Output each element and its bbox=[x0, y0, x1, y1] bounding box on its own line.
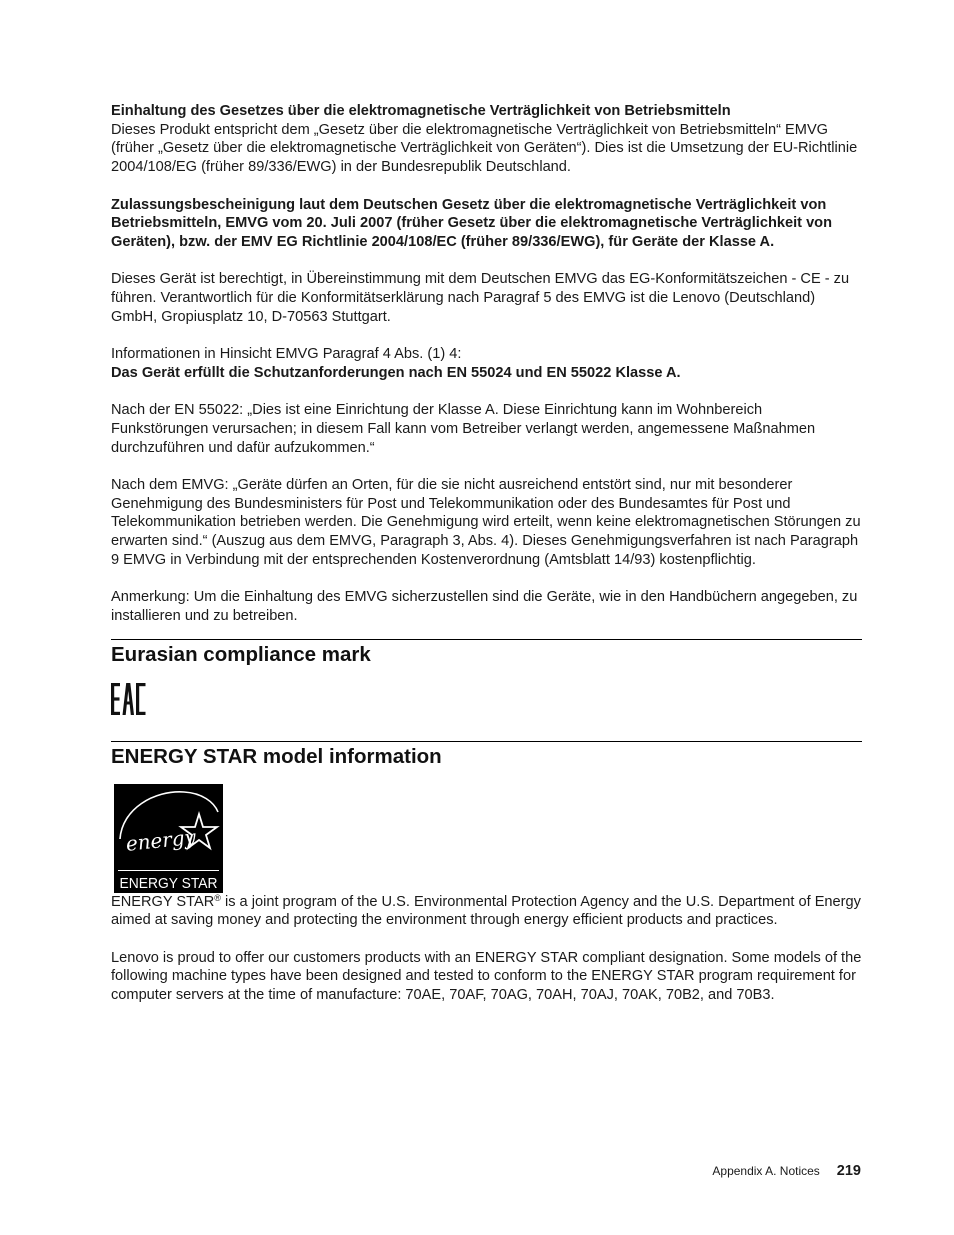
emvg-paragraph-5: Anmerkung: Um die Einhaltung des EMVG sicherzustellen sind die Geräte, wie in den Handbüchern angegeben, zu installieren und zu betreiben. bbox=[111, 589, 858, 624]
section-divider bbox=[111, 741, 862, 742]
energy-star-heading: ENERGY STAR model information bbox=[111, 744, 442, 768]
emvg-info-block bbox=[111, 345, 862, 382]
emvg-paragraph-2: Dieses Gerät ist berechtigt, in Übereinstimmung mit dem Deutschen EMVG das EG-Konformitätszeichen - CE - zu führen. Verantwortlich für die Konformitätserklärung nach Paragraf 5 des EMVG ist die Lenovo (Deutschland) GmbH, Gropiusplatz 10, D-70563 Stuttgart. bbox=[111, 271, 850, 325]
footer-section-label: Appendix A. Notices bbox=[712, 1164, 820, 1178]
energy-star-paragraph-1-text: is a joint program of the U.S. Environmental Protection Agency and the U.S. Department of Energy aimed at saving money and protecting the environment through energy efficient products and practices. bbox=[111, 893, 865, 929]
emvg-paragraph-1: Dieses Produkt entspricht dem „Gesetz über die elektromagnetische Verträglichkeit von Betriebsmitteln“ EMVG (früher „Gesetz über die elektromagnetische Verträglichkeit von Geräten“). Dies ist die Umsetzung der EU-Richtlinie 2004/108/EG (früher 89/336/EWG) in der Bundesrepublik Deutschland. bbox=[111, 121, 858, 176]
section-divider bbox=[111, 639, 862, 640]
energy-star-paragraph-1 bbox=[111, 892, 865, 930]
emvg-info-bold: Das Gerät erfüllt die Schutzanforderungen nach EN 55024 und EN 55022 Klasse A. bbox=[111, 364, 681, 381]
emvg-paragraph-3: Nach der EN 55022: „Dies ist eine Einrichtung der Klasse A. Diese Einrichtung kann im Wohnbereich Funkstörungen verursachen; in diesem Fall kann vom Betreiber verlangt werden, angemessene Maßnahmen durchzuführen und dafür aufzukommen.“ bbox=[111, 402, 816, 456]
page-number: 219 bbox=[836, 1163, 861, 1179]
energy-star-script: energy bbox=[124, 824, 197, 856]
emvg-certification-heading: Zulassungsbescheinigung laut dem Deutschen Gesetz über die elektromagnetische Verträglichkeit von Betriebsmitteln, EMVG vom 20. Juli 2007 (früher Gesetz über die elektromagnetische Verträglichkeit von Geräten), bzw. der EMV EG Richtlinie 2004/108/EC (früher 89/336/EWG), für Geräte der Klasse A. bbox=[111, 196, 833, 250]
page-footer bbox=[712, 1163, 861, 1179]
emvg-info-line: Informationen in Hinsicht EMVG Paragraf 4 Abs. (1) 4: bbox=[111, 346, 462, 363]
energy-star-label: ENERGY STAR bbox=[119, 874, 218, 892]
eurasian-heading: Eurasian compliance mark bbox=[111, 642, 371, 666]
emvg-section bbox=[111, 102, 862, 177]
energy-star-logo bbox=[114, 784, 223, 893]
energy-star-paragraph-2: Lenovo is proud to offer our customers products with an ENERGY STAR compliant designation. Some models of the following machine types have been designed and tested to conform to the ENERGY STAR program requirement for computer servers at the time of manufacture: 70AE, 70AF, 70AG, 70AH, 70AJ, 70AK, 70B2, and 70B3. bbox=[111, 949, 862, 1004]
registered-mark: ® bbox=[214, 892, 221, 903]
eac-mark-icon bbox=[111, 683, 862, 715]
page-content bbox=[111, 102, 865, 1023]
energy-star-name: ENERGY STAR bbox=[111, 893, 215, 910]
emvg-paragraph-4: Nach dem EMVG: „Geräte dürfen an Orten, für die sie nicht ausreichend entstört sind, nur mit besonderer Genehmigung des Bundesministers für Post und Telekommunikation oder des Bundesamtes für Post und Telekommunikation betrieben werden. Die Genehmigung wird erteilt, wenn keine elektromagnetischen Störungen zu erwarten sind.“ (Auszug aus dem EMVG, Paragraph 3, Abs. 4). Dieses Genehmigungsverfahren ist nach Paragraph 9 EMVG in Verbindung mit der entsprechenden Kostenverordnung (Amtsblatt 14/93) kostenpflichtig. bbox=[111, 476, 861, 568]
emvg-heading: Einhaltung des Gesetzes über die elektromagnetische Verträglichkeit von Betriebsmitteln bbox=[111, 103, 731, 119]
